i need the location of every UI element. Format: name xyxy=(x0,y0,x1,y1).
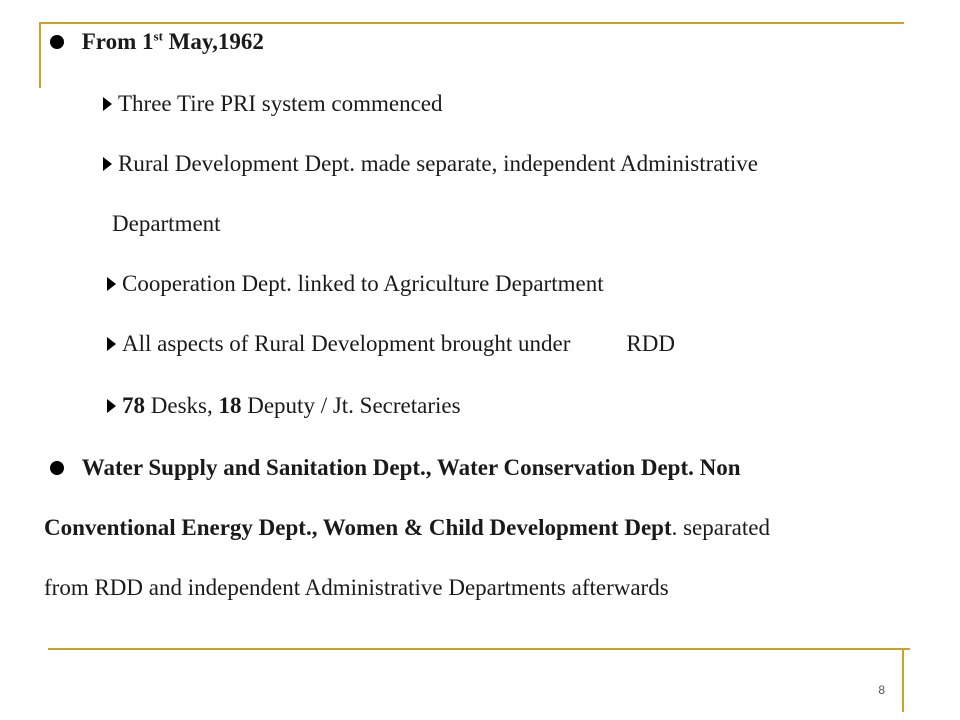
subitem-5: 78 Desks, 18 Deputy / Jt. Secretaries xyxy=(107,392,461,420)
left-rule xyxy=(39,22,41,88)
subitem-2 xyxy=(103,150,758,178)
arrow-right-icon xyxy=(103,157,112,171)
arrow-right-icon xyxy=(103,97,112,111)
top-rule xyxy=(40,22,904,24)
arrow-right-icon xyxy=(107,277,116,291)
heading-line xyxy=(50,28,264,56)
arrow-right-icon xyxy=(107,399,116,413)
subitem-2-continuation: Department xyxy=(112,211,221,236)
subitem-4 xyxy=(107,330,675,358)
subitem-2-text: Rural Development Dept. made separate, independent Administrative xyxy=(118,151,758,176)
second-bullet-line-1: Water Supply and Sanitation Dept., Water Conservation Dept. Non xyxy=(50,454,741,482)
subitem-3-text: Cooperation Dept. linked to Agriculture Department xyxy=(122,271,604,296)
bullet-dot-icon xyxy=(50,461,64,475)
second-bullet-line-2: Conventional Energy Dept., Women & Child Development Dept. separated xyxy=(44,515,770,540)
bullet-dot-icon xyxy=(50,35,64,49)
subitem-4-text: All aspects of Rural Development brought under xyxy=(122,331,571,356)
heading-text: From 1st May,1962 xyxy=(81,28,264,54)
subitem-3 xyxy=(107,270,604,298)
page-number: 8 xyxy=(878,683,885,697)
bottom-rule xyxy=(48,648,910,650)
right-rule xyxy=(902,650,904,712)
second-bullet-line-3: from RDD and independent Administrative Departments afterwards xyxy=(44,575,669,600)
arrow-right-icon xyxy=(107,337,116,351)
subitem-4-tail: RDD xyxy=(626,331,675,356)
subitem-1 xyxy=(103,90,443,118)
subitem-1-text: Three Tire PRI system commenced xyxy=(118,91,443,116)
